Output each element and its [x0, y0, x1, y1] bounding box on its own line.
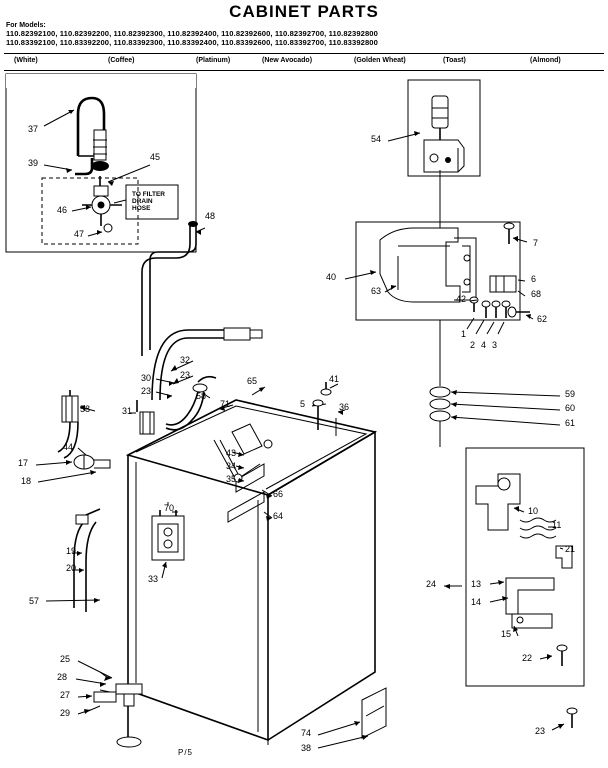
callout-10: 10	[528, 506, 539, 516]
callout-15: 15	[501, 629, 512, 639]
callout-21: 21	[565, 544, 576, 554]
callout-14: 14	[471, 597, 482, 607]
callout-7: 7	[533, 238, 539, 248]
finish-label: (Coffee)	[108, 57, 135, 64]
callout-23: 23	[180, 370, 191, 380]
model-row: 110.83392100, 110.83392200, 110.83392300, 110.83392400, 110.83392600, 110.83392700, 110.83392800	[6, 38, 378, 47]
finish-label: (White)	[14, 57, 38, 64]
callout-34: 34	[226, 461, 237, 471]
callout-47: 47	[74, 229, 85, 239]
finish-label: (Platinum)	[196, 57, 231, 64]
callout-37: 37	[28, 124, 39, 134]
callout-43: 43	[226, 448, 237, 458]
page-title: CABINET PARTS	[229, 2, 379, 21]
callout-28: 28	[57, 672, 68, 682]
callout-39: 39	[28, 158, 39, 168]
callout-44: 44	[63, 442, 74, 452]
callout-68: 68	[531, 289, 542, 299]
callout-13: 13	[471, 579, 482, 589]
callout-4: 4	[481, 340, 487, 350]
callout-32: 32	[180, 355, 191, 365]
callout-18: 18	[21, 476, 32, 486]
callout-33: 33	[148, 574, 159, 584]
finish-label: (Golden Wheat)	[354, 57, 406, 64]
callout-58: 58	[196, 391, 207, 401]
callout-19: 19	[66, 546, 77, 556]
callout-25: 25	[60, 654, 71, 664]
callout-66: 66	[273, 489, 284, 499]
callout-65: 65	[247, 376, 258, 386]
callout-64: 64	[273, 511, 284, 521]
callout-11: 11	[552, 520, 562, 530]
callout-3: 3	[492, 340, 498, 350]
callout-42: 42	[456, 294, 467, 304]
callout-27: 27	[60, 690, 71, 700]
callout-58b: 58	[80, 404, 91, 414]
model-row: 110.82392100, 110.82392200, 110.82392300, 110.82392400, 110.82392600, 110.82392700, 110.82392800	[6, 29, 378, 38]
callout-70: 70	[164, 503, 175, 513]
callout-62: 62	[537, 314, 548, 324]
callout-1: 1	[461, 329, 467, 339]
callout-23b: 23	[141, 386, 152, 396]
page-code: P/5	[178, 748, 194, 757]
finish-label: (New Avocado)	[262, 57, 313, 64]
callout-22: 22	[522, 653, 533, 663]
callout-17: 17	[18, 458, 29, 468]
callout-6: 6	[531, 274, 537, 284]
callout-54: 54	[371, 134, 382, 144]
callout-46: 46	[57, 205, 68, 215]
finish-label: (Almond)	[530, 57, 561, 64]
filter-drain-hose-note: TO FILTER DRAIN HOSE	[132, 191, 165, 212]
callout-61: 61	[565, 418, 576, 428]
callout-2: 2	[470, 340, 476, 350]
callout-36: 36	[339, 402, 350, 412]
callout-48: 48	[205, 211, 216, 221]
callout-31: 31	[122, 406, 133, 416]
callout-59: 59	[565, 389, 576, 399]
callout-29: 29	[60, 708, 71, 718]
callout-63: 63	[371, 286, 382, 296]
callout-41: 41	[329, 374, 340, 384]
callout-57: 57	[29, 596, 40, 606]
callout-40: 40	[326, 272, 337, 282]
callout-23c: 23	[535, 726, 546, 736]
model-list-lead: For Models:	[6, 22, 46, 29]
callout-5: 5	[300, 399, 306, 409]
callout-60: 60	[565, 403, 576, 413]
callout-20: 20	[66, 563, 77, 573]
callout-45: 45	[150, 152, 161, 162]
callout-74: 74	[301, 728, 312, 738]
callout-71: 71	[220, 399, 231, 409]
callout-24: 24	[426, 579, 437, 589]
callout-30: 30	[141, 373, 152, 383]
callout-38: 38	[301, 743, 312, 753]
finish-label: (Toast)	[443, 57, 466, 64]
callout-35: 35	[226, 474, 237, 484]
